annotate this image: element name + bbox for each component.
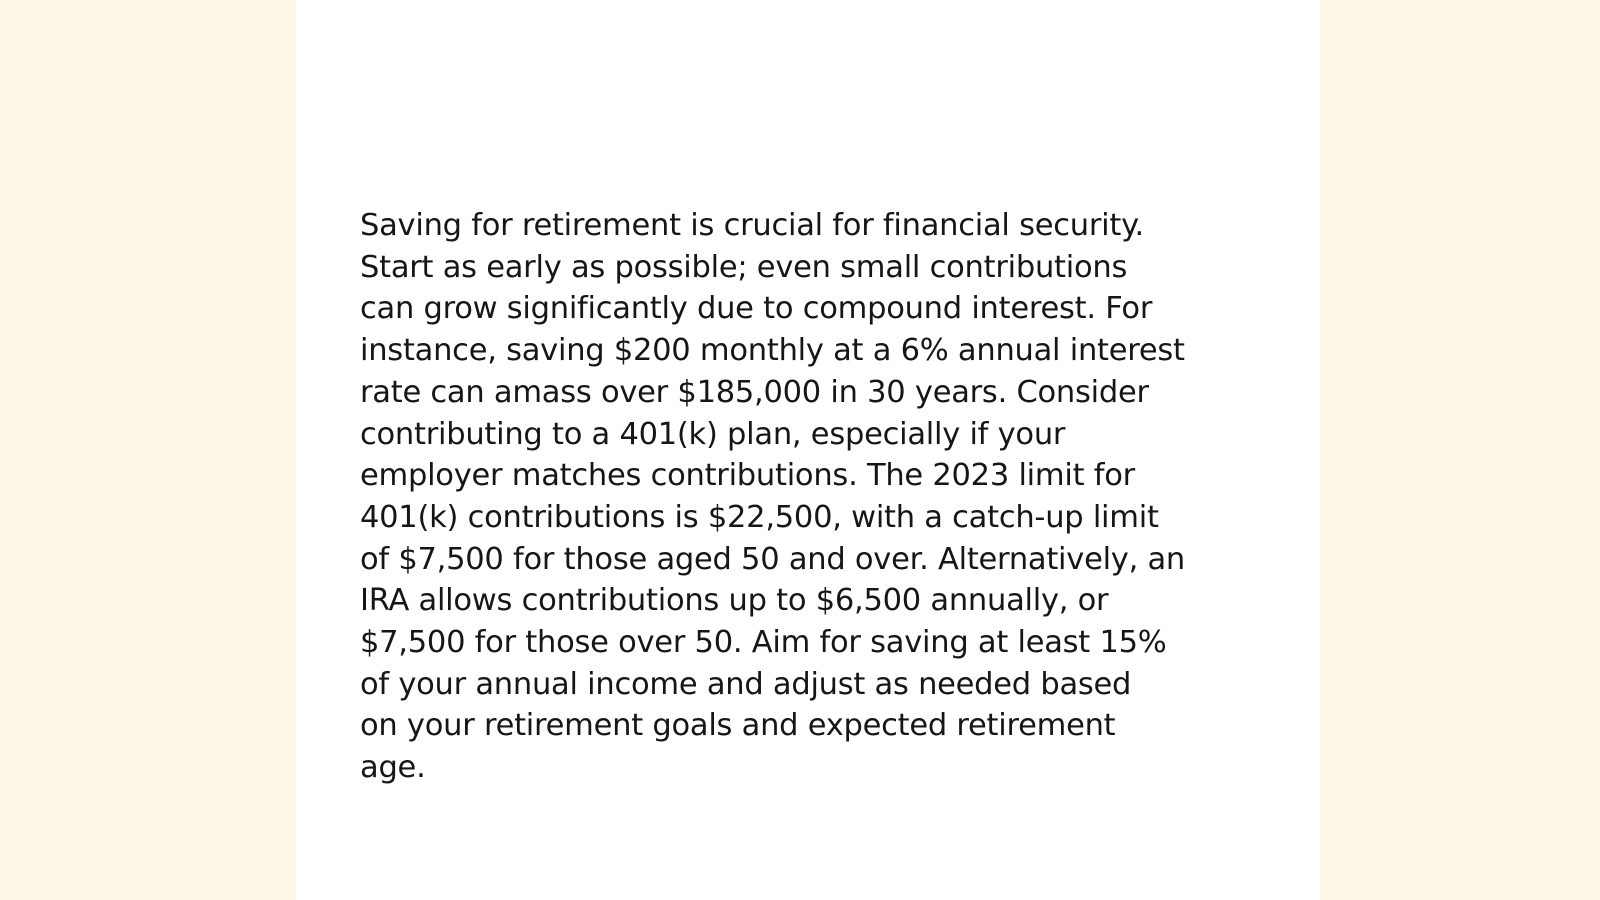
retirement-savings-paragraph: Saving for retirement is crucial for financial security. Start as early as possible; even small contributions can grow significantly due to compound interest. For instance, saving $200 monthly at a 6% annual interest rate can amass over $185,000 in 30 years. Consider contributing to a 401(k) plan, especially if your employer matches contributions. The 2023 limit for 401(k) contributions is $22,500, with a catch-up limit of $7,500 for those aged 50 and over. Alternatively, an IRA allows contributions up to $6,500 annually, or $7,500 for those over 50. Aim for saving at least 15% of your annual income and adjust as needed based on your retirement goals and expected retirement age. [360, 208, 1186, 786]
content-panel [296, 0, 1320, 900]
